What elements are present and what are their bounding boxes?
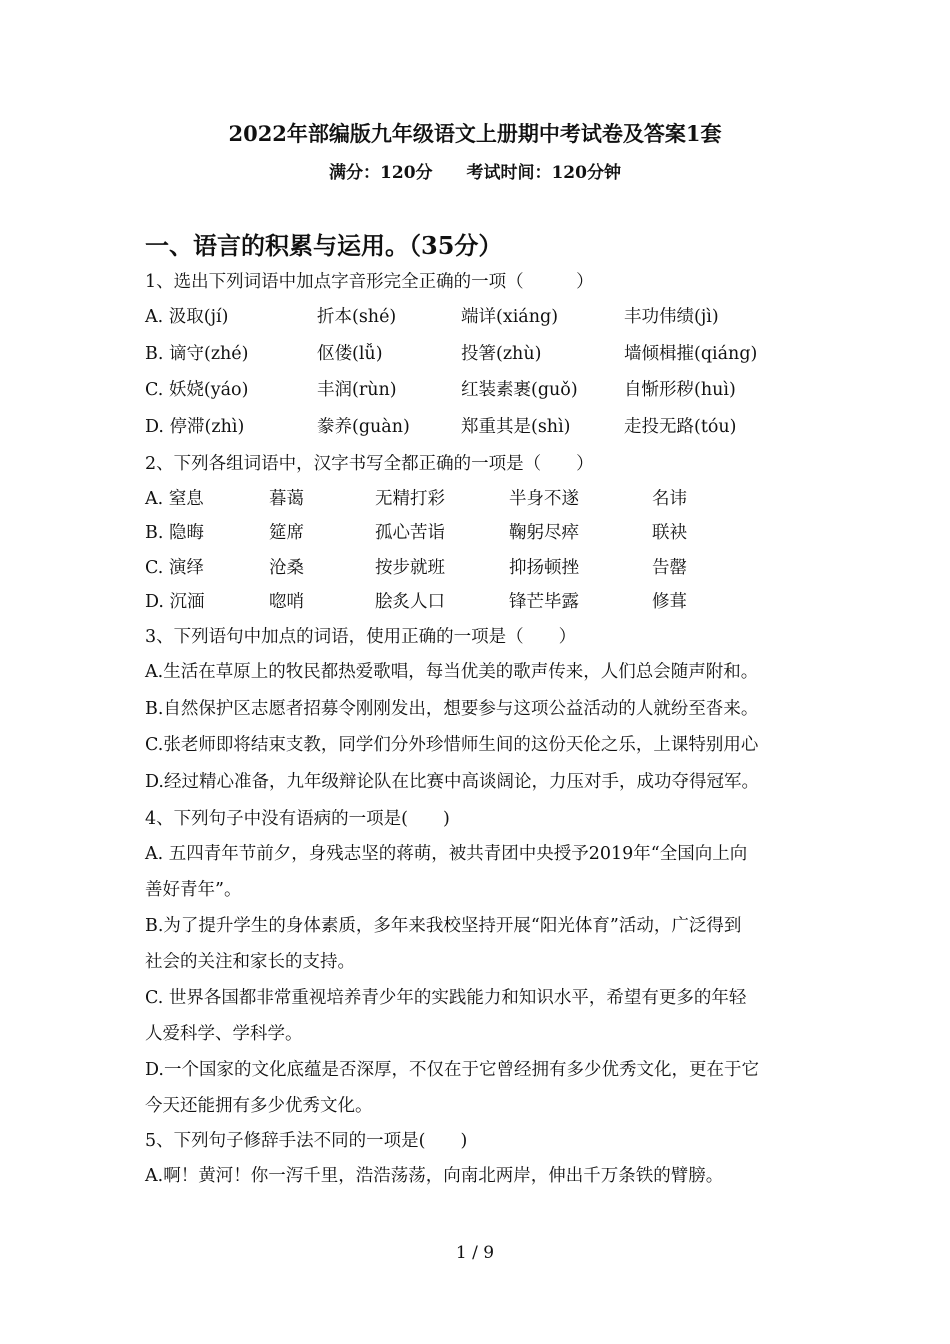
q4-option-c-cont: 人爱科学、学科学。 bbox=[145, 1024, 303, 1044]
full-score: 满分：120分 bbox=[329, 163, 433, 183]
q2-option: 脍炙人口 bbox=[375, 592, 445, 612]
q2-option: 告罄 bbox=[652, 558, 687, 578]
q2-option: 锋芒毕露 bbox=[509, 592, 579, 612]
section-heading: 一、语言的积累与运用。（35分） bbox=[145, 231, 503, 260]
q3-option-a: A.生活在草原上的牧民都热爱歌唱，每当优美的歌声传来，人们总会随声附和。 bbox=[145, 662, 759, 682]
q4-option-a-cont: 善好青年”。 bbox=[145, 880, 242, 900]
q5-option-a: A.啊！黄河！你一泻千里，浩浩荡荡，向南北两岸，伸出千万条铁的臂膀。 bbox=[145, 1166, 724, 1186]
page-number: 1 / 9 bbox=[455, 1243, 495, 1263]
q1-option: 丰功伟绩(jì) bbox=[624, 307, 719, 327]
q3-option-c: C.张老师即将结束支教，同学们分外珍惜师生间的这份天伦之乐，上课特别用心 bbox=[145, 735, 759, 755]
q2-option: 沧桑 bbox=[269, 558, 304, 578]
q2-option: 孤心苦诣 bbox=[375, 523, 445, 543]
q1-option: D. 停滞(zhì) bbox=[145, 417, 245, 437]
q2-option: D. 沉湎 bbox=[145, 592, 205, 612]
q2-option: C. 演绎 bbox=[145, 558, 204, 578]
q2-option: 按步就班 bbox=[375, 558, 445, 578]
q1-stem: 1、选出下列词语中加点字音形完全正确的一项（ ） bbox=[145, 272, 594, 292]
q1-option: 郑重其是(shì) bbox=[461, 417, 571, 437]
q4-option-b: B.为了提升学生的身体素质，多年来我校坚持开展“阳光体育”活动，广泛得到 bbox=[145, 916, 742, 936]
q2-option: 抑扬顿挫 bbox=[509, 558, 579, 578]
q1-option: 折本(shé) bbox=[317, 307, 397, 327]
q2-option: A. 窒息 bbox=[145, 489, 204, 509]
q2-option: 筵席 bbox=[269, 523, 304, 543]
q1-option: 红装素裹(guǒ) bbox=[461, 380, 578, 400]
q1-option: 墙倾楫摧(qiáng) bbox=[624, 344, 758, 364]
q2-option: 暮蔼 bbox=[269, 489, 304, 509]
q2-option: 半身不遂 bbox=[509, 489, 579, 509]
q1-option: 自惭形秽(huì) bbox=[624, 380, 736, 400]
q1-option: 投箸(zhù) bbox=[461, 344, 542, 364]
q1-option: 伛偻(lǚ) bbox=[317, 344, 383, 364]
q1-option: B. 谪守(zhé) bbox=[145, 344, 249, 364]
q1-option: 丰润(rùn) bbox=[317, 380, 397, 400]
q1-option: 走投无路(tóu) bbox=[624, 417, 737, 437]
q4-option-a: A. 五四青年节前夕，身残志坚的蒋萌，被共青团中央授予2019年“全国向上向 bbox=[145, 844, 748, 864]
q4-option-b-cont: 社会的关注和家长的支持。 bbox=[145, 952, 355, 972]
q4-option-c: C. 世界各国都非常重视培养青少年的实践能力和知识水平，希望有更多的年轻 bbox=[145, 988, 747, 1008]
q1-option: 端详(xiáng) bbox=[461, 307, 559, 327]
q2-option: 修葺 bbox=[652, 592, 687, 612]
q3-stem: 3、下列语句中加点的词语，使用正确的一项是（ ） bbox=[145, 627, 577, 647]
q3-option-b: B.自然保护区志愿者招募令刚刚发出，想要参与这项公益活动的人就纷至沓来。 bbox=[145, 699, 759, 719]
exam-meta bbox=[0, 158, 950, 183]
q1-option: C. 妖娆(yáo) bbox=[145, 380, 249, 400]
q4-stem: 4、下列句子中没有语病的一项是( ) bbox=[145, 809, 450, 829]
q2-stem: 2、下列各组词语中，汉字书写全都正确的一项是（ ） bbox=[145, 454, 594, 474]
q2-option: B. 隐晦 bbox=[145, 523, 204, 543]
q2-option: 名讳 bbox=[652, 489, 687, 509]
q3-option-d: D.经过精心准备，九年级辩论队在比赛中高谈阔论，力压对手，成功夺得冠军。 bbox=[145, 772, 759, 792]
q1-option: 豢养(guàn) bbox=[317, 417, 410, 437]
q4-option-d-cont: 今天还能拥有多少优秀文化。 bbox=[145, 1096, 373, 1116]
q2-option: 鞠躬尽瘁 bbox=[509, 523, 579, 543]
q5-stem: 5、下列句子修辞手法不同的一项是( ) bbox=[145, 1131, 468, 1151]
q1-option: A. 汲取(jí) bbox=[145, 307, 229, 327]
q2-option: 联袂 bbox=[652, 523, 687, 543]
q2-option: 无精打彩 bbox=[375, 489, 445, 509]
q2-option: 唿哨 bbox=[269, 592, 304, 612]
exam-time: 考试时间：120分钟 bbox=[466, 163, 621, 183]
document-title: 2022年部编版九年级语文上册期中考试卷及答案1套 bbox=[228, 121, 722, 146]
q4-option-d: D.一个国家的文化底蕴是否深厚，不仅在于它曾经拥有多少优秀文化，更在于它 bbox=[145, 1060, 759, 1080]
